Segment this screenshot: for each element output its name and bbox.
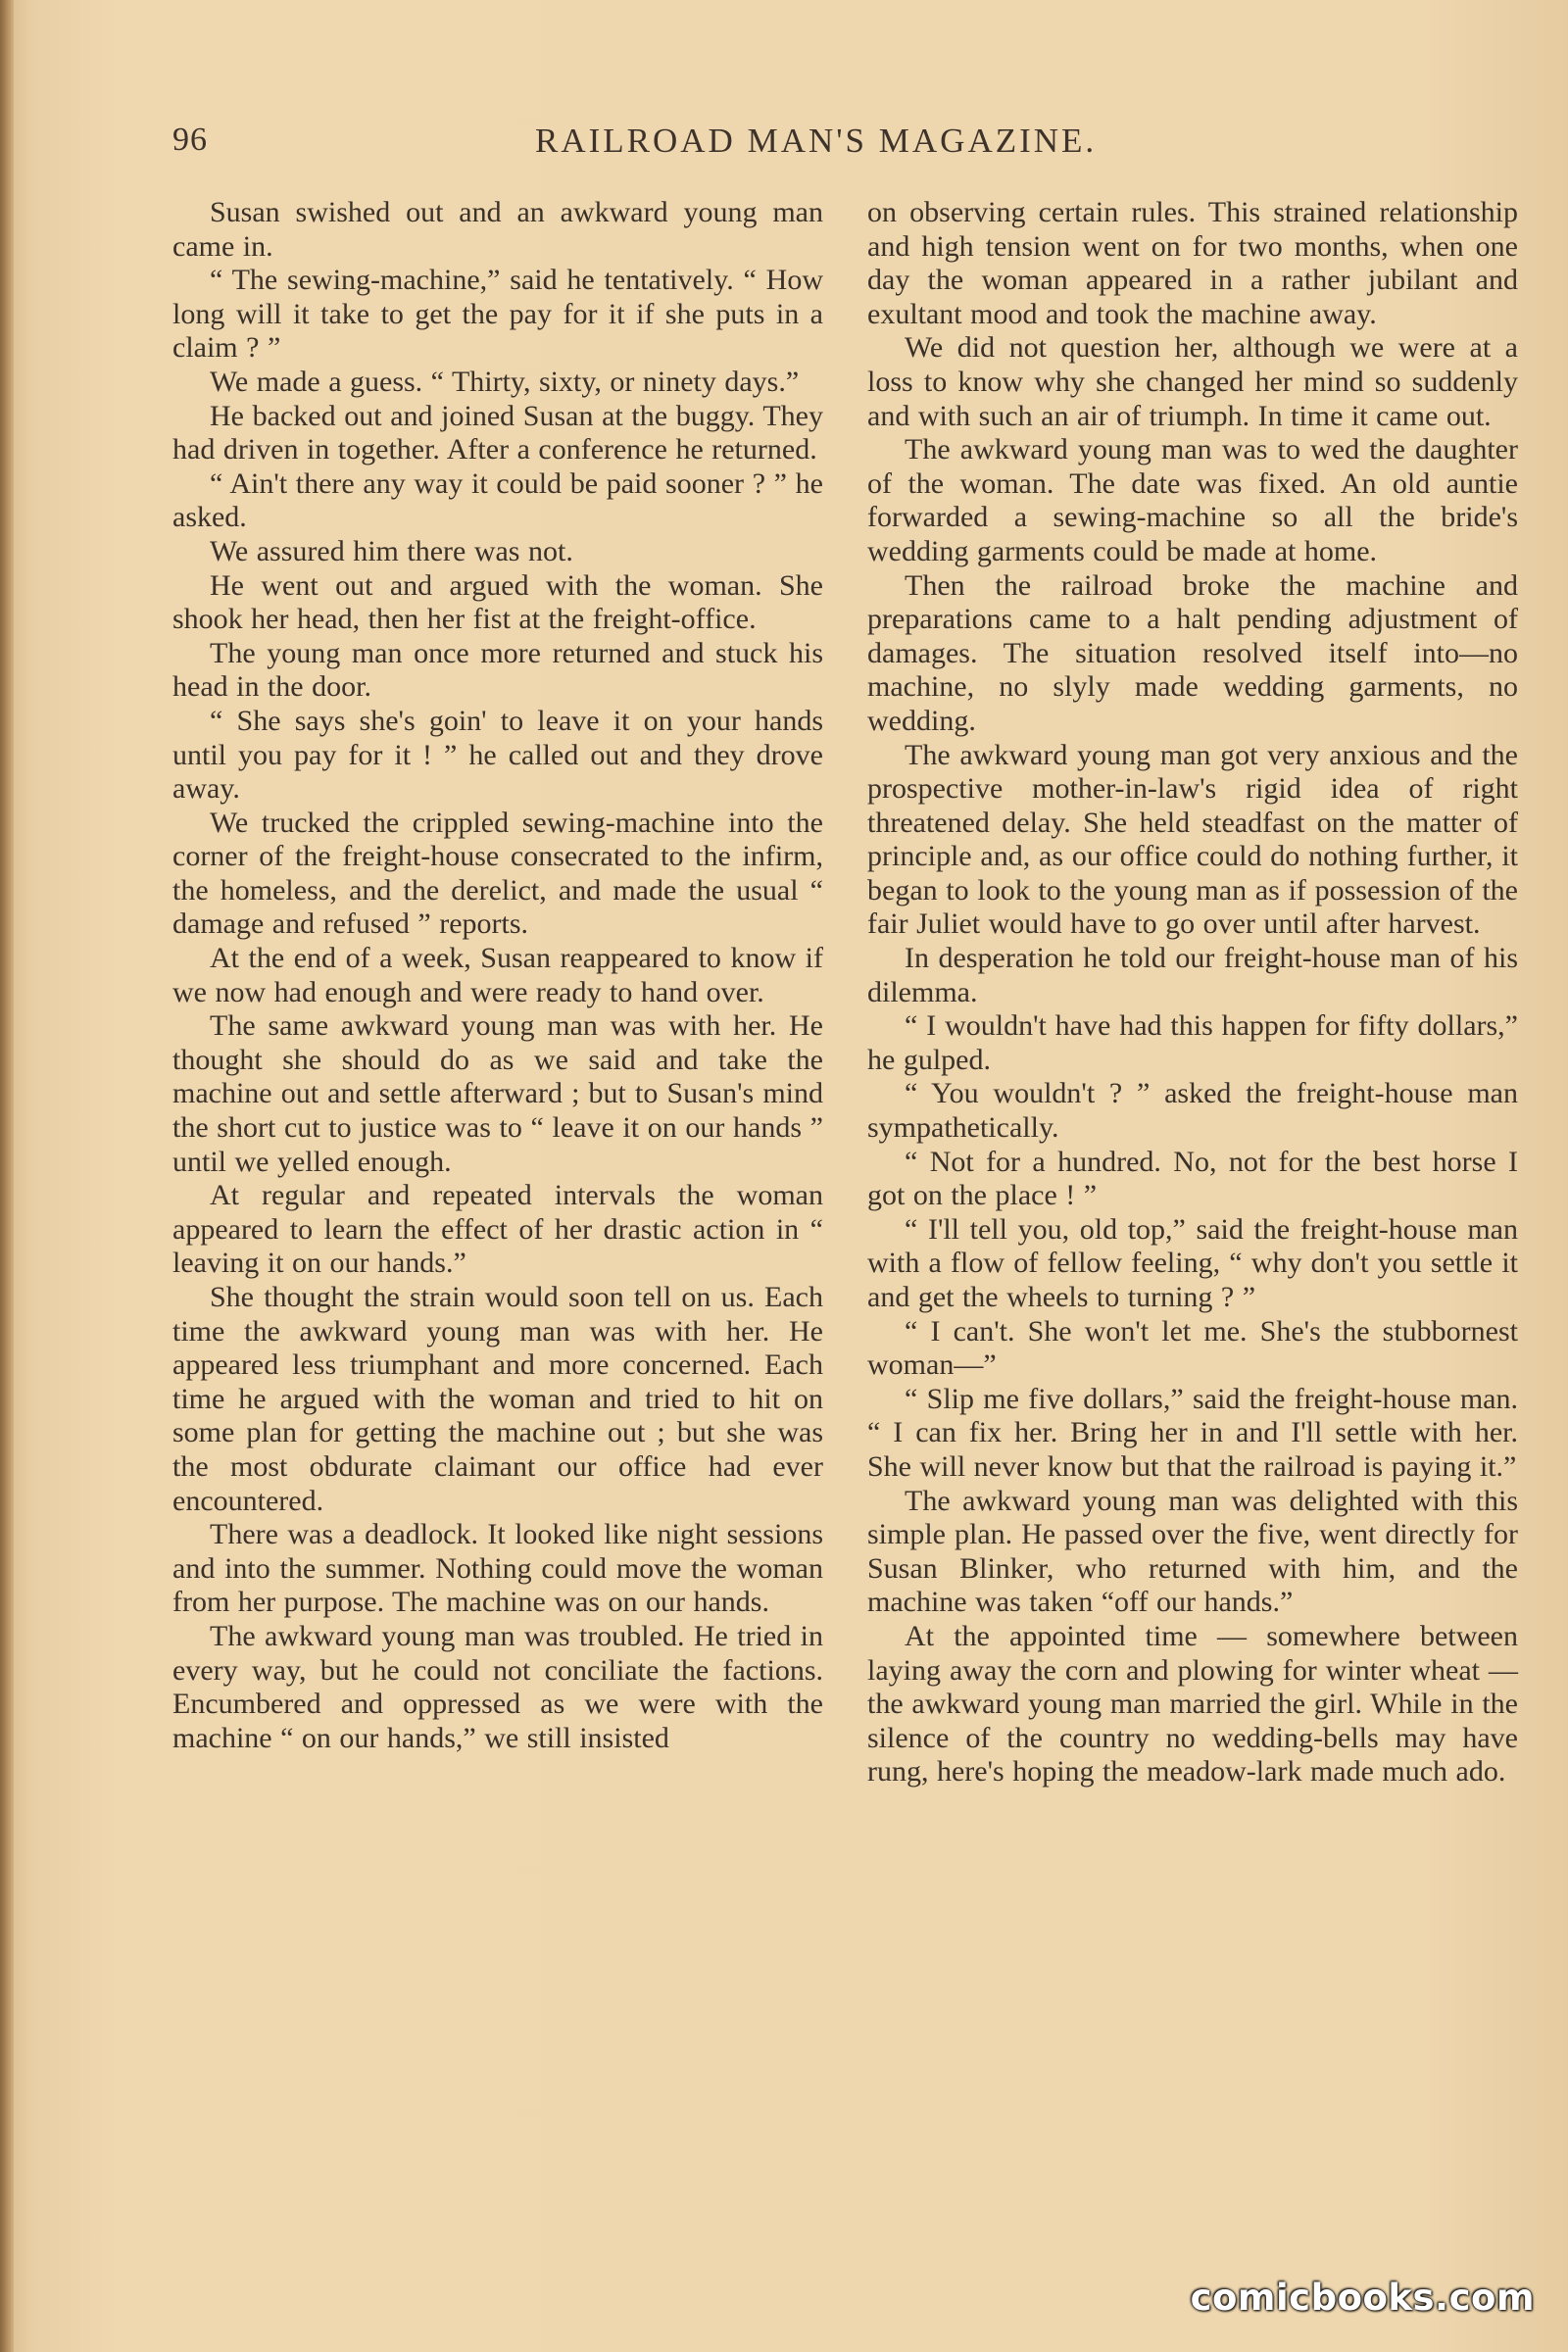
paragraph: We did not question her, although we were at a loss to know why she changed her mind so suddenly and with such an air of triumph. In time it came out. — [867, 331, 1518, 432]
paragraph: She thought the strain would soon tell on us. Each time the awkward young man was with her. He appeared less triumphant and more concerned. Each time he argued with the woman and tried to hit on some plan for getting the machine out ; but she was the most obdurate claimant our office had ever encountered. — [172, 1281, 823, 1517]
paragraph: The awkward young man was to wed the daughter of the woman. The date was fixed. An old auntie forwarded a sewing-machine so all the bride's wedding garments could be made at home. — [867, 433, 1518, 567]
paragraph: Susan swished out and an awkward young man came in. — [172, 196, 823, 263]
paragraph: At the end of a week, Susan reappeared to know if we now had enough and were ready to hand over. — [172, 942, 823, 1008]
paragraph: The same awkward young man was with her. He thought she should do as we said and take the machine out and settle afterward ; but to Susan's mind the short cut to justice was to “ leave it on our hands ” until we yelled enough. — [172, 1009, 823, 1178]
left-column — [172, 196, 823, 1755]
paragraph: He backed out and joined Susan at the buggy. They had driven in together. After a conference he returned. — [172, 399, 823, 466]
watermark-logo: comicbooks.com — [1190, 2277, 1535, 2319]
paragraph: “ She says she's goin' to leave it on your hands until you pay for it ! ” he called out and they drove away. — [172, 704, 823, 806]
paragraph: We trucked the crippled sewing-machine into the corner of the freight-house consecrated to the infirm, the homeless, and the derelict, and made the usual “ damage and refused ” reports. — [172, 806, 823, 941]
paragraph: The awkward young man was troubled. He tried in every way, but he could not conciliate the factions. Encumbered and oppressed as we were with the machine “ on our hands,” we still insisted — [172, 1619, 823, 1754]
paragraph: At the appointed time — somewhere between laying away the corn and plowing for winter wheat — the awkward young man married the girl. While in the silence of the country no wedding-bells may have rung, here's hoping the meadow-lark made much ado. — [867, 1619, 1518, 1788]
paragraph: “ Slip me five dollars,” said the freight-house man. “ I can fix her. Bring her in and I'll settle with her. She will never know but that the railroad is paying it.” — [867, 1382, 1518, 1483]
paragraph: “ Ain't there any way it could be paid sooner ? ” he asked. — [172, 466, 823, 534]
binding-edge — [0, 0, 14, 2352]
paragraph: In desperation he told our freight-house man of his dilemma. — [867, 942, 1518, 1008]
paragraph: We made a guess. “ Thirty, sixty, or ninety days.” — [210, 365, 800, 398]
paragraph: “ You wouldn't ? ” asked the freight-house man sympathetically. — [867, 1077, 1518, 1145]
paragraph: “ I wouldn't have had this happen for fifty dollars,” he gulped. — [867, 1009, 1518, 1076]
page-number: 96 — [172, 122, 208, 158]
paragraph: We assured him there was not. — [210, 534, 573, 567]
paragraph: He went out and argued with the woman. She shook her head, then her fist at the freight-office. — [172, 568, 823, 636]
magazine-title: RAILROAD MAN'S MAGAZINE. — [535, 122, 1098, 160]
paragraph: At regular and repeated intervals the woman appeared to learn the effect of her drastic action in “ leaving it on our hands.” — [172, 1179, 823, 1280]
paragraph: The awkward young man was delighted with this simple plan. He passed over the five, went directly for Susan Blinker, who returned with him, and the machine was taken “off our hands.” — [867, 1484, 1518, 1619]
paragraph: The awkward young man got very anxious and the prospective mother-in-law's rigid idea of right threatened delay. She held steadfast on the matter of principle and, as our office could do nothing further, it began to look to the young man as if possession of the fair Juliet would have to go over until after harvest. — [867, 738, 1518, 941]
paragraph: “ I'll tell you, old top,” said the freight-house man with a flow of fellow feeling, “ why don't you settle it and get the wheels to turning ? ” — [867, 1212, 1518, 1313]
paragraph: “ The sewing-machine,” said he tentatively. “ How long will it take to get the pay for it if she puts in a claim ? ” — [172, 264, 823, 365]
paragraph-continued: on observing certain rules. This strained relationship and high tension went on for two months, when one day the woman appeared in a rather jubilant and exultant mood and took the machine away. — [867, 196, 1518, 330]
paragraph: Then the railroad broke the machine and preparations came to a halt pending adjustment of damages. The situation resolved itself into—no machine, no slyly made wedding garments, no wedding. — [867, 568, 1518, 737]
right-column — [867, 196, 1518, 1789]
paragraph: The young man once more returned and stuck his head in the door. — [172, 636, 823, 704]
paragraph: “ Not for a hundred. No, not for the best horse I got on the place ! ” — [867, 1145, 1518, 1212]
running-head — [172, 122, 1515, 169]
paragraph: “ I can't. She won't let me. She's the stubbornest woman—” — [867, 1314, 1518, 1382]
paragraph: There was a deadlock. It looked like night sessions and into the summer. Nothing could move the woman from her purpose. The machine was on our hands. — [172, 1518, 823, 1619]
